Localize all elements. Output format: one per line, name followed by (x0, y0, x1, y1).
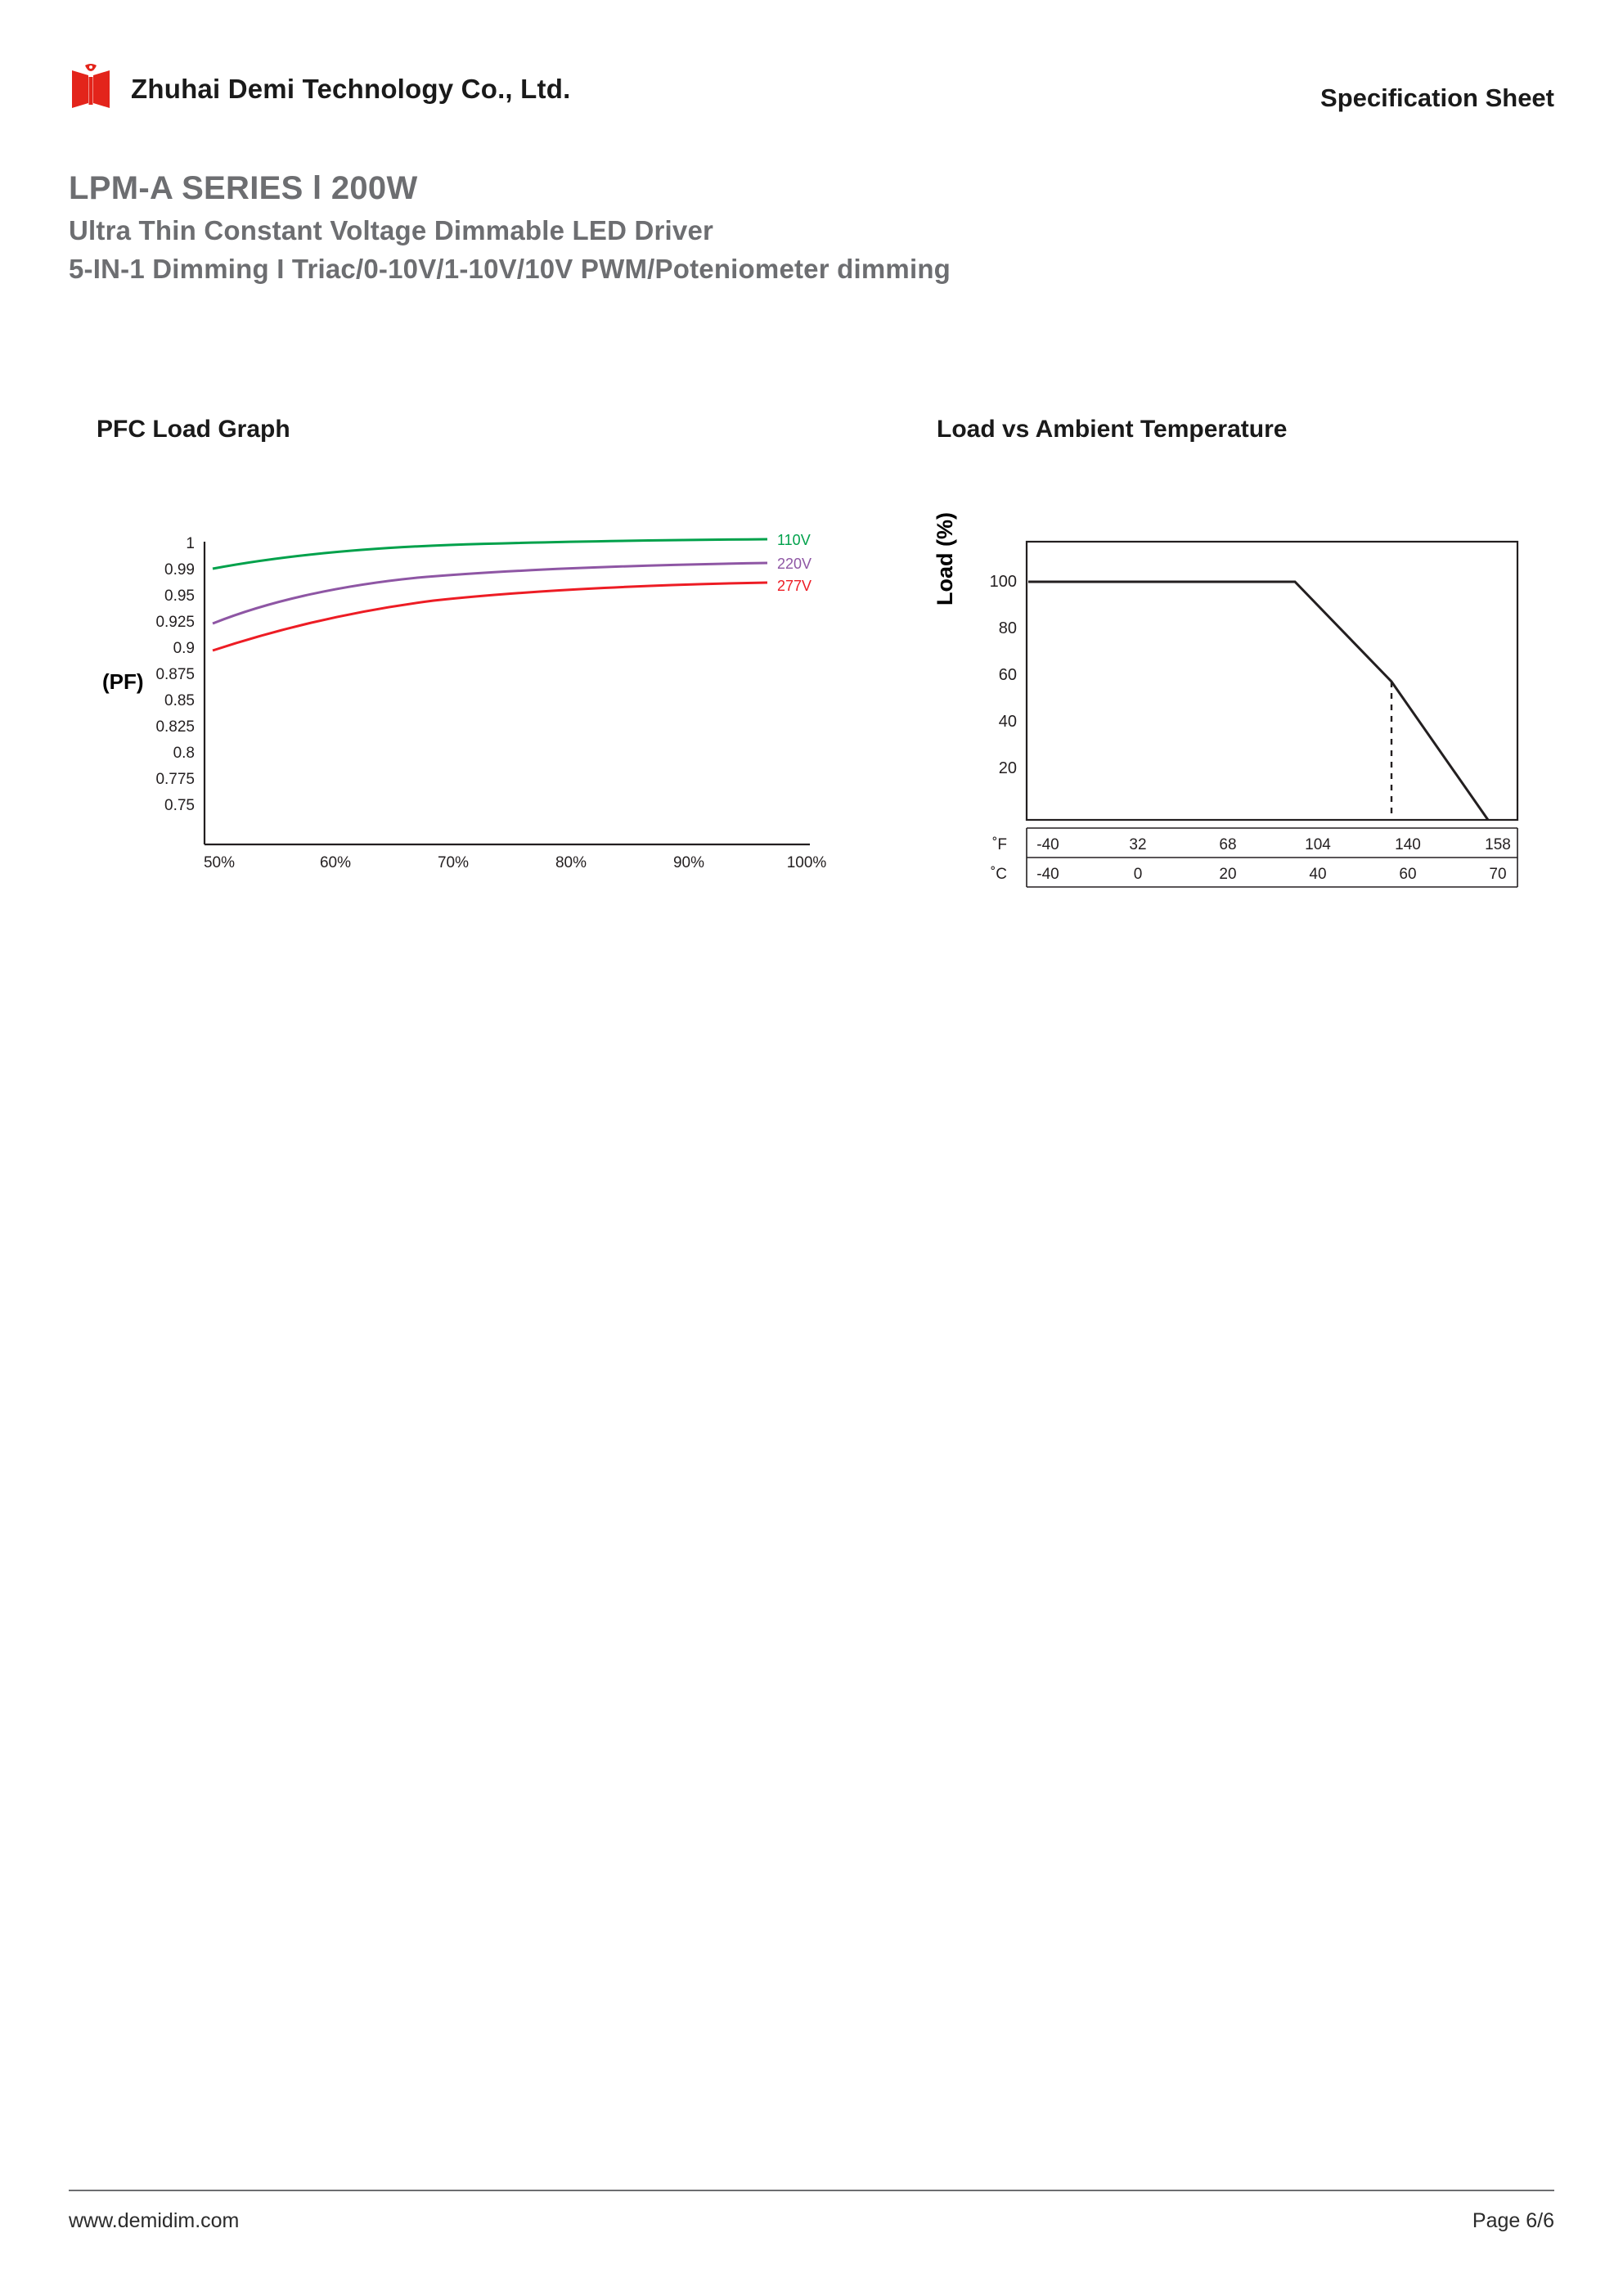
footer-page-number: Page 6/6 (1472, 2209, 1554, 2232)
title-block (69, 170, 951, 285)
footer-website[interactable]: www.demidim.com (69, 2209, 240, 2232)
pfc-ytick-11: 0.75 (164, 797, 195, 814)
load-derating-curve (1028, 582, 1488, 820)
load-ctick-5: 60 (1399, 866, 1417, 883)
company-name: Zhuhai Demi Technology Co., Ltd. (131, 74, 571, 104)
load-ctick-3: 20 (1219, 866, 1237, 883)
load-ctick-1: -40 (1036, 866, 1059, 883)
load-ftick-5: 140 (1395, 836, 1421, 853)
footer-divider (69, 2190, 1554, 2191)
pfc-legend-277v: 277V (777, 578, 812, 594)
pfc-ytick-10: 0.775 (155, 771, 195, 788)
pfc-xtick-4: 80% (555, 854, 587, 871)
load-ftick-2: 32 (1129, 836, 1147, 853)
pfc-ytick-7: 0.85 (164, 692, 195, 709)
load-y-axis-caption: Load (%) (933, 512, 957, 606)
load-ftick-6: 158 (1485, 836, 1511, 853)
load-ytick-60: 60 (998, 666, 1017, 684)
pfc-ytick-4: 0.925 (155, 614, 195, 631)
load-unit-celsius: ˚C (990, 866, 1007, 883)
pfc-ytick-8: 0.825 (155, 718, 195, 736)
pfc-ytick-5: 0.9 (173, 640, 195, 657)
pfc-xtick-1: 50% (203, 854, 236, 871)
load-unit-fahrenheit: ˚F (992, 836, 1007, 853)
load-section-heading: Load vs Ambient Temperature (937, 416, 1288, 443)
load-ytick-20: 20 (998, 759, 1017, 777)
page-subtitle-2: 5-IN-1 Dimming I Triac/0-10V/1-10V/10V PWM/Poteniometer dimming (69, 254, 951, 284)
load-ctick-6: 70 (1489, 866, 1507, 883)
pfc-series-220v (213, 563, 767, 624)
pfc-legend-220v: 220V (777, 556, 812, 572)
load-ftick-1: -40 (1036, 836, 1059, 853)
pfc-xtick-6: 100% (786, 854, 827, 871)
load-ftick-3: 68 (1219, 836, 1237, 853)
page-title: LPM-A SERIES l 200W (69, 170, 418, 206)
demi-logo-icon (69, 64, 113, 115)
pfc-xtick-2: 60% (319, 854, 352, 871)
load-ytick-40: 40 (998, 713, 1017, 731)
load-ftick-4: 104 (1305, 836, 1331, 853)
document-type-label: Specification Sheet (1320, 83, 1554, 112)
load-ctick-4: 40 (1309, 866, 1327, 883)
pfc-y-axis-caption: (PF) (102, 669, 144, 694)
pfc-legend-110v: 110V (777, 532, 811, 548)
pfc-ytick-3: 0.95 (164, 588, 195, 605)
pfc-section-heading: PFC Load Graph (97, 416, 290, 443)
pfc-xtick-5: 90% (672, 854, 705, 871)
pfc-xtick-3: 70% (437, 854, 470, 871)
load-ytick-80: 80 (998, 619, 1017, 637)
page-header (69, 64, 1554, 121)
load-ytick-100: 100 (989, 573, 1017, 591)
pfc-ytick-2: 0.99 (164, 561, 195, 579)
brand (69, 64, 570, 115)
pfc-series-277v (213, 583, 767, 651)
page-subtitle-1: Ultra Thin Constant Voltage Dimmable LED Driver (69, 215, 714, 245)
pfc-ytick-9: 0.8 (173, 745, 195, 762)
load-temperature-chart (928, 524, 1616, 892)
pfc-ytick-1: 1 (186, 535, 195, 552)
pfc-load-chart (90, 524, 843, 892)
pfc-ytick-6: 0.875 (155, 666, 195, 683)
load-ctick-2: 0 (1133, 866, 1143, 883)
